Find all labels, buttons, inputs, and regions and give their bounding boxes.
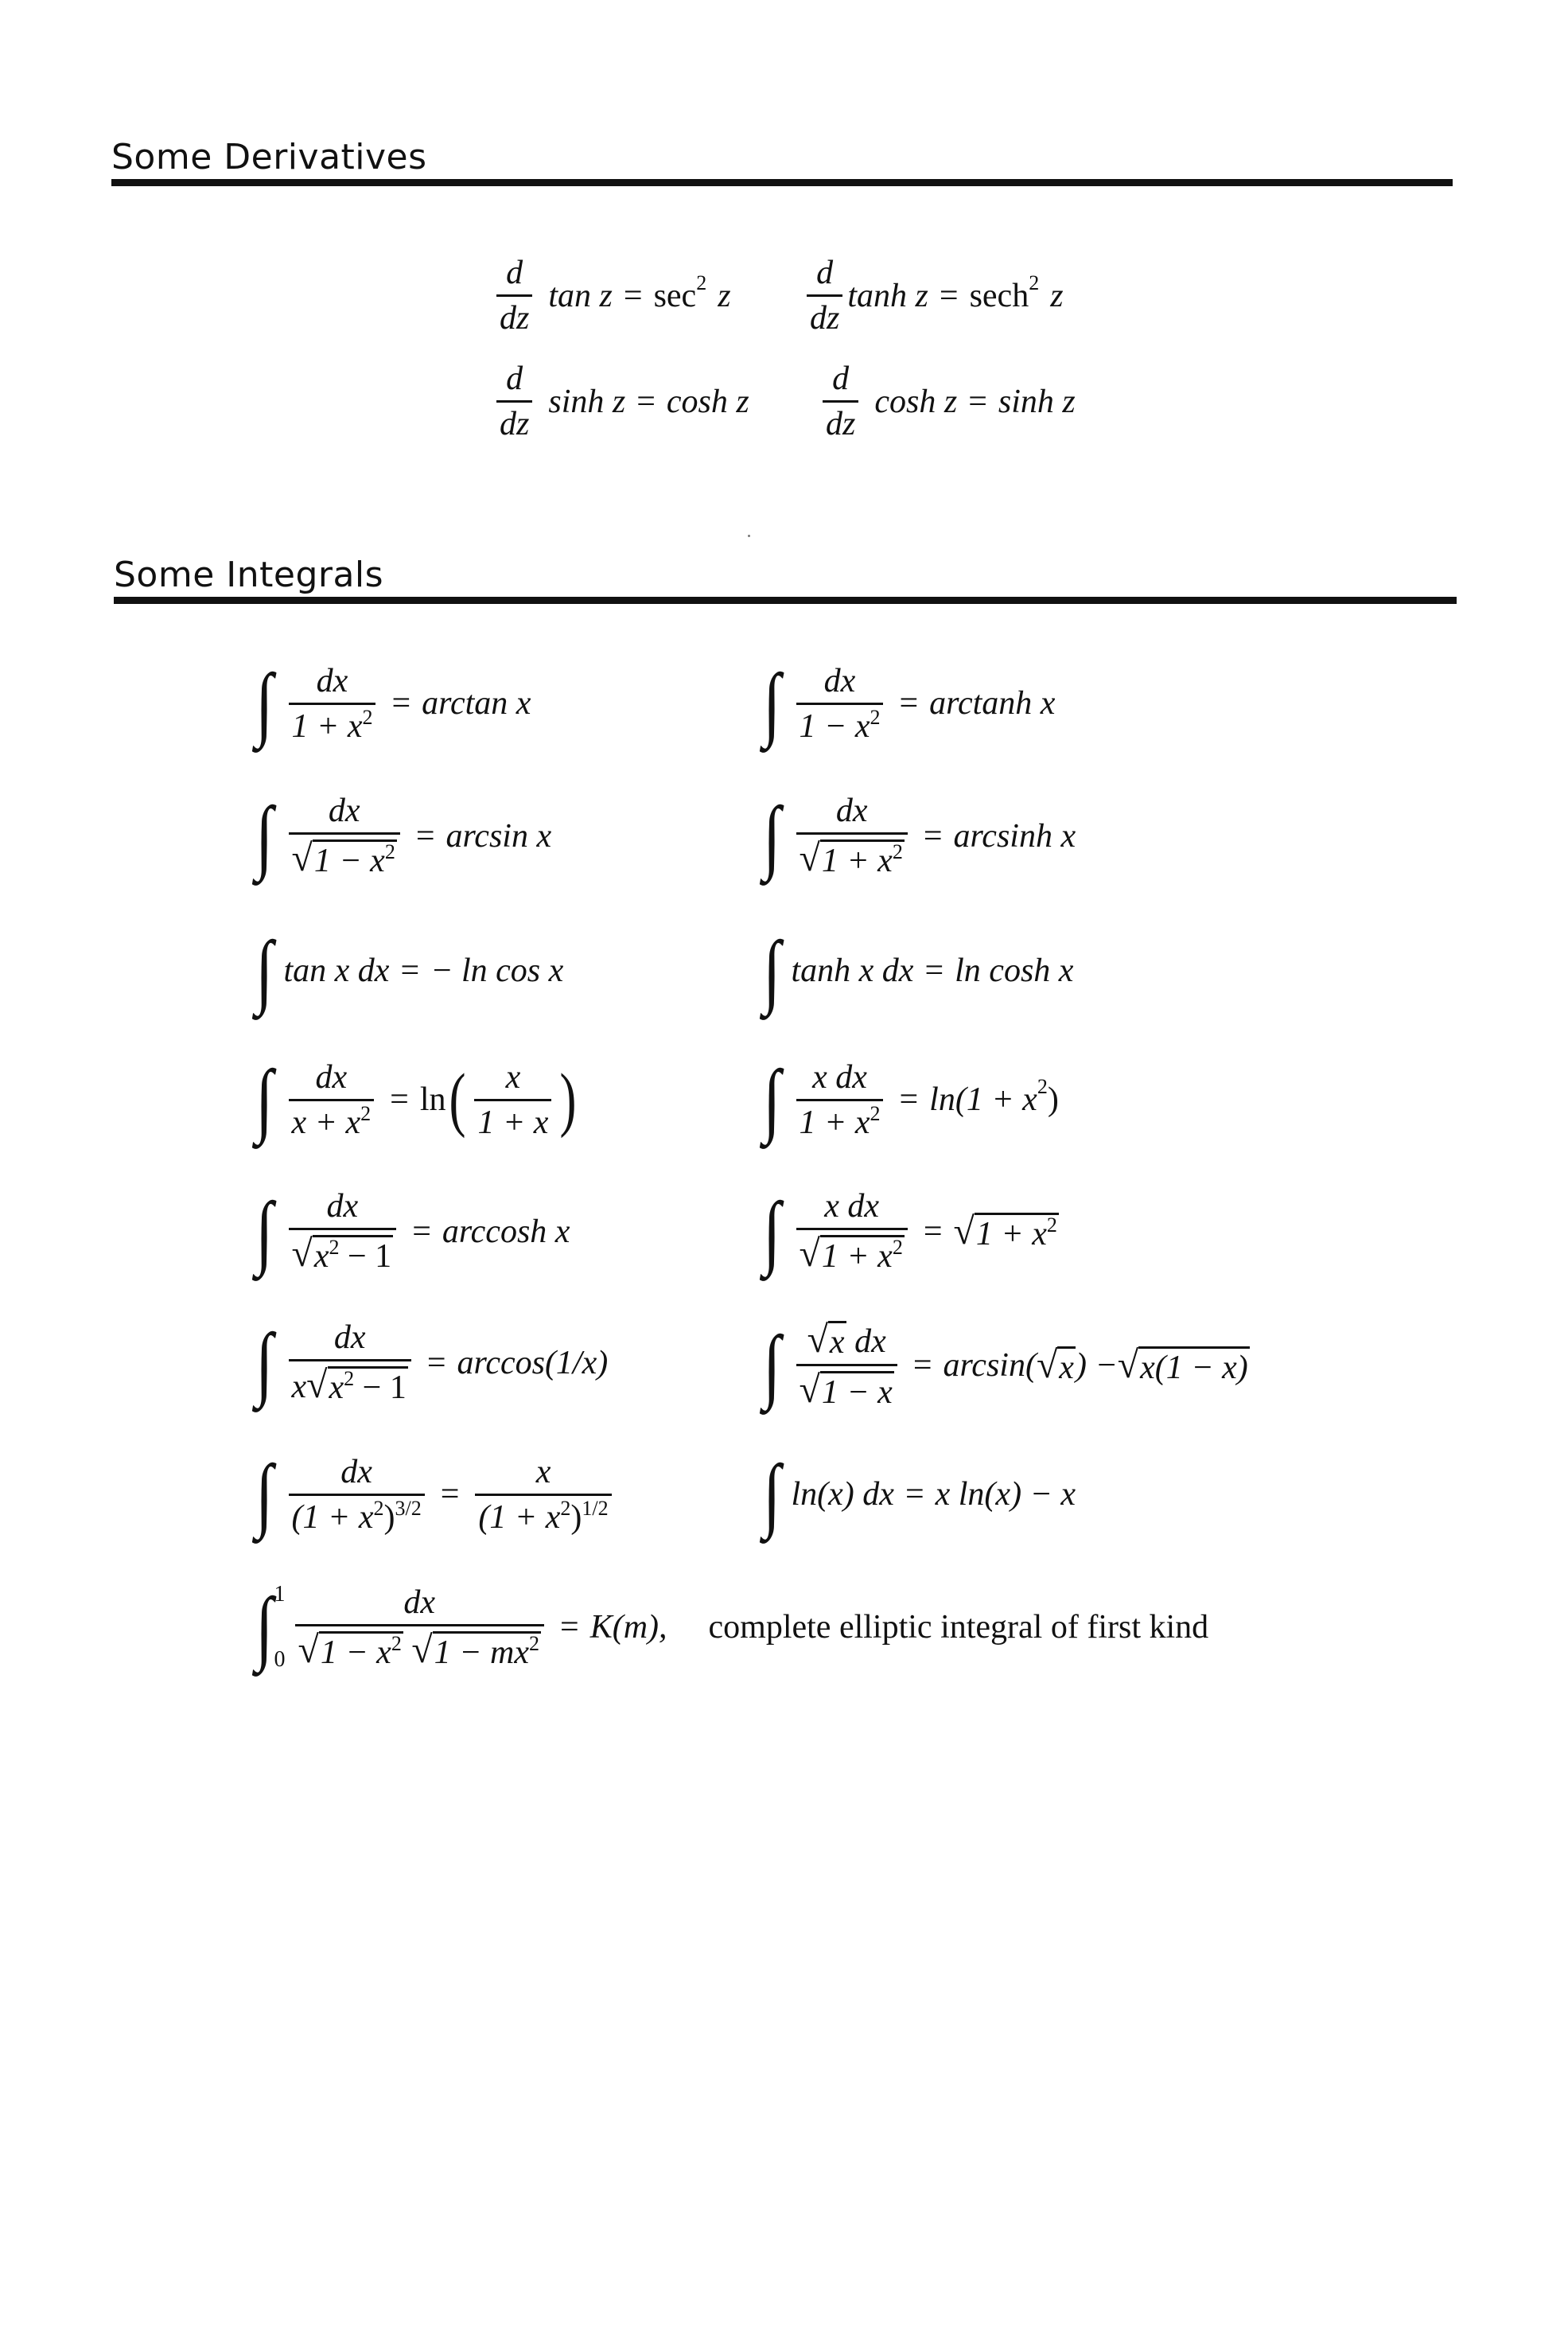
integral-arccosh: ∫ dx √ $x^2 - 1$ = arccosh x: [255, 1185, 570, 1277]
d-dz-fraction: $\frac{d}{dz}$: [823, 362, 858, 441]
derivatives-title: Some Derivatives: [111, 137, 427, 177]
elliptic-note: complete elliptic integral of first kind: [708, 1609, 1209, 1646]
integral-ln-fraction: ∫ $\frac{dx}{x + x^2}$ = ln ( $\frac{x}{1 + x}$ ): [255, 1054, 577, 1145]
integral-arcsinh: ∫ dx √ $1 + x^2$ = arcsinh x: [763, 789, 1076, 882]
derivative-cosh: $\frac{d}{dz}$ cosh z = sinh z: [818, 362, 1076, 441]
integral-ln-square: ∫ $\frac{\text{x dx}}{1 + x^2}$ = ln(1 + x 2 ): [763, 1054, 1059, 1145]
integral-tan: ∫ tan x dx = − ln cos x: [255, 925, 564, 1016]
integral-arcsin: ∫ dx √ $1 - x^2$ = arcsin x: [255, 789, 552, 882]
derivatives-rule: [111, 179, 1453, 186]
integral-elliptic: ∫ 1 0 dx √ $1 - x^2$ √ $1 - mx^2$ = K(m), complete elliptic integral of first kind: [255, 1581, 1209, 1673]
integral-limits: 1 0: [274, 1582, 286, 1672]
speck: [748, 535, 750, 537]
derivative-tan: $\frac{d}{dz}$ tan z = sec 2 z: [492, 256, 731, 335]
integral-arcsin-sqrt: ∫ √ x dx √ 1 − x = arcsin( √ x ) − √ x(1 − x): [763, 1319, 1248, 1411]
integrals-title: Some Integrals: [114, 555, 384, 595]
integral-power: ∫ $\frac{dx}{(1 + x^2)^{3/2}}$ = $\frac{x}{(1 + x^2)^{1/2}}$: [253, 1453, 617, 1536]
integral-arctanh: ∫ $\frac{dx}{1 - x^2}$ = arctanh x: [763, 657, 1056, 749]
d-dz-fraction: $\frac{d}{dz}$: [807, 256, 842, 335]
derivative-sinh: $\frac{d}{dz}$ sinh z = cosh z: [492, 362, 749, 441]
integral-arccos: ∫ dx x √ $x^2 - 1$ = arccos(1/x): [255, 1316, 609, 1408]
d-dz-fraction: $\frac{d}{dz}$: [496, 256, 532, 335]
d-dz-fraction: $\frac{d}{dz}$: [496, 362, 532, 441]
integrals-rule: [114, 597, 1457, 604]
derivative-tanh: $\frac{d}{dz}$ tanh z = sech 2 z: [802, 256, 1064, 335]
integral-sqrt-result: ∫ x dx √ $1 + x^2$ = √ $1 + x^2$: [763, 1185, 1057, 1277]
integral-ln: ∫ ln(x) dx = x ln(x) − x: [763, 1448, 1076, 1540]
integral-arctan: ∫ $\frac{dx}{1 + x^2}$ = arctan x: [255, 657, 531, 749]
integral-tanh: ∫ tanh x dx = ln cosh x: [763, 925, 1074, 1016]
